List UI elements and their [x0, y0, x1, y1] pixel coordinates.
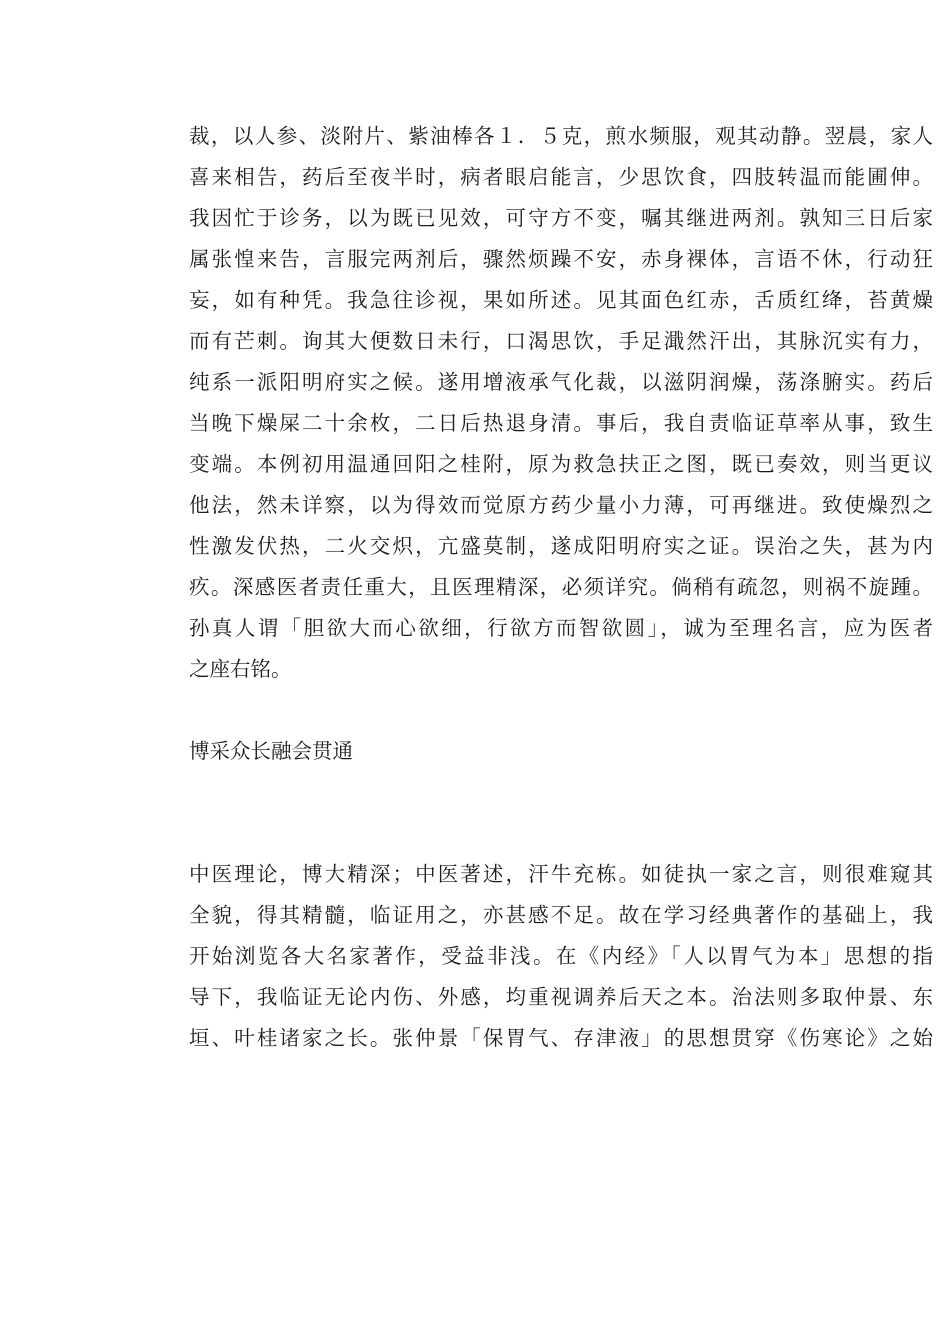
text-line: 我因忙于诊务，以为既已见效，可守方不变，嘱其继进两剂。孰知三日后家 [189, 206, 933, 230]
text-line: 之座右铭。 [189, 657, 292, 681]
text-line: 喜来相告，药后至夜半时，病者眼启能言，少思饮食，四肢转温而能圃伸。 [189, 165, 933, 189]
text-line: 裁，以人参、淡附片、紫油棒各１．５克，煎水频服，观其动静。翌晨，家人 [189, 124, 933, 148]
text-line: 全貌，得其精髓，临证用之，亦甚感不足。故在学习经典著作的基础上，我 [189, 903, 933, 927]
text-line: 妄，如有种凭。我急往诊视，果如所述。见其面色红赤，舌质红绛，苔黄燥 [189, 288, 933, 312]
paragraph-case-review [189, 116, 933, 690]
text-line: 属张惶来告，言服完两剂后，骤然烦躁不安，赤身裸体，言语不休，行动狂 [189, 247, 933, 271]
blank-line [189, 690, 933, 731]
text-line: 开始浏览各大名家著作，受益非浅。在《内经》「人以胃气为本」思想的指 [189, 944, 933, 968]
text-line: 垣、叶桂诸家之长。张仲景「保胃气、存津液」的思想贯穿《伤寒论》之始 [189, 1026, 933, 1050]
text-line: 性激发伏热，二火交炽，亢盛莫制，遂成阳明府实之证。误治之失，甚为内 [189, 534, 933, 558]
section-heading: 博采众长融会贯通 [189, 739, 353, 763]
text-line: 孙真人谓「胆欲大而心欲细，行欲方而智欲圆」，诚为至理名言，应为医者 [189, 616, 933, 640]
text-line: 而有芒刺。询其大便数日未行，口渴思饮，手足濈然汗出，其脉沉实有力， [189, 329, 933, 353]
document-page [189, 116, 933, 1059]
text-line: 他法，然未详察，以为得效而觉原方药少量小力薄，可再继进。致使燥烈之 [189, 493, 933, 517]
text-line: 中医理论，博大精深；中医著述，汗牛充栋。如徒执一家之言，则很难窥其 [189, 862, 933, 886]
text-line: 变端。本例初用温通回阳之桂附，原为救急扶正之图，既已奏效，则当更议 [189, 452, 933, 476]
text-line: 导下，我临证无论内伤、外感，均重视调养后天之本。治法则多取仲景、东 [189, 985, 933, 1009]
blank-line [189, 772, 933, 854]
text-line: 纯系一派阳明府实之候。遂用增液承气化裁，以滋阴润燥，荡涤腑实。药后 [189, 370, 933, 394]
text-line: 疚。深感医者责任重大，且医理精深，必须详究。倘稍有疏忽，则祸不旋踵。 [189, 575, 933, 599]
text-line: 当晚下燥屎二十余枚，二日后热退身清。事后，我自责临证草率从事，致生 [189, 411, 933, 435]
paragraph-learning [189, 854, 933, 1059]
